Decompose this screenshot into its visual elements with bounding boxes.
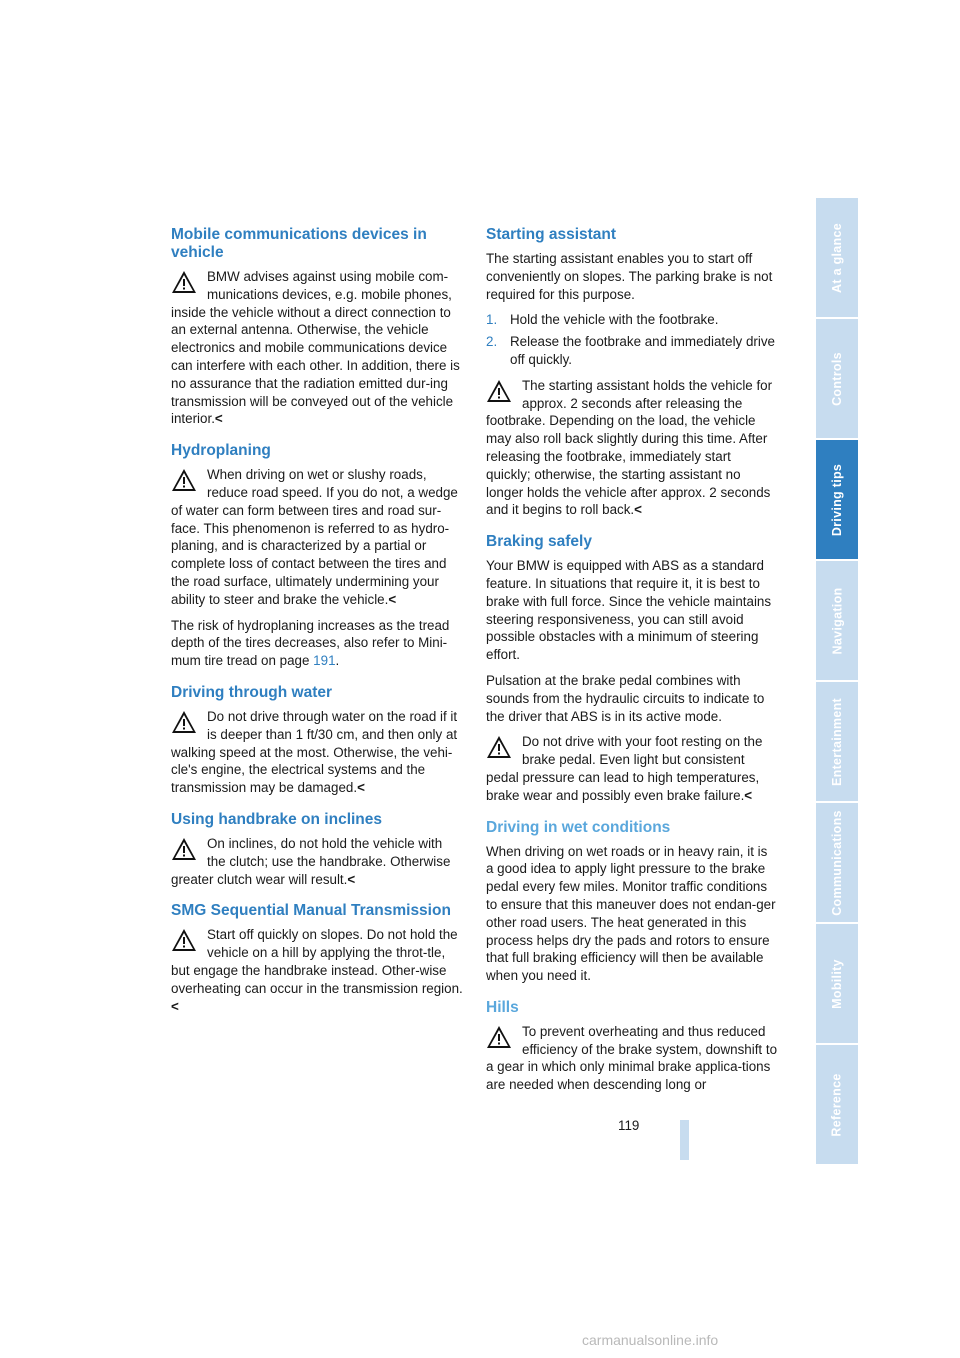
step-text: Release the footbrake and immediately drive off quickly. [510, 334, 775, 367]
warning-triangle-icon [486, 379, 512, 403]
section-braking-safely [486, 533, 778, 804]
section-smg [171, 902, 463, 1015]
warning-triangle-icon [486, 735, 512, 759]
section-mobile-devices [171, 226, 463, 428]
tab-label: Communications [830, 809, 845, 916]
tab-entertainment[interactable] [816, 682, 858, 801]
warning-starting-assistant [486, 377, 778, 519]
section-wet-conditions [486, 819, 778, 985]
tread-text: The risk of hydroplaning increases as the tread depth of the tires decreases, also refer to Mini-mum tire tread on page [171, 617, 450, 669]
right-column [486, 226, 778, 1108]
warning-mobile-devices [171, 268, 463, 428]
section-driving-through-water [171, 684, 463, 797]
end-mark: < [357, 780, 365, 796]
section-handbrake-inclines [171, 811, 463, 888]
tab-label: Mobility [830, 958, 844, 1009]
warning-driving-through-water [171, 708, 463, 797]
warning-braking [486, 733, 778, 804]
page-link-191[interactable]: 191 [313, 653, 336, 669]
warning-smg [171, 926, 463, 1015]
warning-triangle-icon [171, 837, 197, 861]
heading-wet-conditions: Driving in wet conditions [486, 818, 671, 836]
warning-text: Do not drive through water on the road if it is deeper than 1 ft/30 cm, and then only at walking speed at the most. Otherwise, the vehi-cle's engine, the electrical systems and the transmission may be damaged. [171, 708, 458, 796]
warning-text: Start off quickly on slopes. Do not hold the vehicle on a hill by applying the throt-tle, but engage the handbrake instead. Other-wise overheating can occur in the transmission region. [171, 927, 463, 996]
warning-hills [486, 1023, 778, 1094]
end-mark: < [744, 787, 753, 803]
step-number: 1. [486, 312, 498, 328]
page-number-bar [680, 1120, 689, 1160]
warning-text: The starting assistant holds the vehicle for approx. 2 seconds after releasing the footbrake. Depending on the load, the vehicle may also roll back slightly during this time. After releasing the footbrake, immediately start quickly; otherwise, the starting assistant no longer holds the vehicle after approx. 2 seconds and it begins to roll back. [486, 377, 773, 518]
tab-reference[interactable] [816, 1045, 858, 1164]
end-mark: < [171, 998, 179, 1014]
section-hydroplaning [171, 442, 463, 670]
warning-handbrake-inclines [171, 835, 463, 888]
end-mark: < [634, 502, 642, 518]
paragraph-tread-depth [171, 617, 463, 670]
tab-controls[interactable] [816, 319, 858, 438]
paragraph-pulsation: Pulsation at the brake pedal combines with sounds from the hydraulic circuits to indicate to the driver that ABS is in its active mode. [486, 672, 765, 724]
warning-triangle-icon [171, 928, 197, 952]
heading-starting-assistant: Starting assistant [486, 226, 617, 243]
heading-smg: SMG Sequential Manual Transmission [171, 902, 451, 920]
end-mark: < [347, 871, 356, 887]
paragraph-wet-conditions: When driving on wet roads or in heavy rain, it is a good idea to apply light pressure to the brake pedal every few miles. Monitor traffic conditions to ensure that this maneuver does not endan-ger other road users. The heat generated in this process helps dry the pads and rotors to ensure that full braking efficiency will then be available when you need it. [486, 843, 776, 984]
heading-handbrake-inclines: Using handbrake on inclines [171, 810, 383, 828]
tab-label: Entertainment [830, 697, 845, 786]
step-number: 2. [486, 334, 498, 350]
tab-at-a-glance[interactable] [816, 198, 858, 317]
paragraph-starting-intro: The starting assistant enables you to start off conveniently on slopes. The parking brake is not required for this purpose. [486, 251, 773, 302]
steps-list [486, 311, 778, 368]
warning-text: Do not drive with your foot resting on the brake pedal. Even light but consistent pedal pressure can lead to high temperatures, brake wear and possibly even brake failure. [486, 734, 763, 803]
tab-navigation[interactable] [816, 561, 858, 680]
tab-label: Reference [830, 1072, 844, 1137]
paragraph-abs: Your BMW is equipped with ABS as a standard feature. In situations that require it, it is best to brake with full force. Since the vehicle maintains steering responsiveness, you can still avoid possible obstacles with a minimum of steering effort. [486, 558, 772, 663]
tread-text-end: . [335, 653, 340, 669]
warning-triangle-icon [171, 468, 197, 492]
warning-text: BMW advises against using mobile com-munications devices, e.g. mobile phones, inside the vehicle without a direct connection to an external antenna. Otherwise, the vehicle electronics and mobile communications device can interfere with each other. In addition, there is no assurance that the radiation emitted dur-ing transmission will be conveyed out of the vehicle interior. [171, 269, 460, 427]
end-mark: < [388, 591, 397, 607]
tab-mobility[interactable] [816, 924, 858, 1043]
section-starting-assistant [486, 226, 778, 519]
tab-driving-tips[interactable] [816, 440, 858, 559]
warning-hydroplaning [171, 466, 463, 608]
heading-mobile-devices: Mobile communications devices in vehicle [171, 226, 427, 261]
tab-label: Driving tips [830, 463, 845, 536]
tab-communications[interactable] [816, 803, 858, 922]
tab-label: Navigation [830, 587, 844, 654]
warning-triangle-icon [486, 1025, 512, 1049]
page-number: 119 [618, 1118, 640, 1133]
warning-text: On inclines, do not hold the vehicle with the clutch; use the handbrake. Otherwise greater clutch wear will result. [171, 835, 451, 887]
warning-text: To prevent overheating and thus reduced efficiency of the brake system, downshift to a gear in which only minimal brake applica-tions are needed when descending long or [486, 1023, 778, 1093]
heading-hydroplaning: Hydroplaning [171, 442, 271, 460]
section-hills [486, 999, 778, 1094]
watermark: carmanualsonline.info [582, 1332, 719, 1348]
tab-label: Controls [830, 351, 845, 406]
end-mark: < [214, 411, 223, 427]
step-text: Hold the vehicle with the footbrake. [510, 312, 719, 328]
left-column [171, 226, 463, 1029]
heading-driving-through-water: Driving through water [171, 683, 333, 701]
warning-triangle-icon [171, 710, 197, 734]
list-item [486, 311, 778, 329]
heading-hills: Hills [486, 998, 519, 1016]
warning-text: When driving on wet or slushy roads, reduce road speed. If you do not, a wedge of water can form between tires and road sur-face. This phenomenon is referred to as hydro-planing, and is characterized by a partial or complete loss of contact between the tires and the road surface, ultimately undermining your ability to steer and brake the vehicle. [171, 467, 458, 607]
list-item [486, 333, 778, 369]
tab-label: At a glance [830, 222, 844, 293]
chapter-sidebar [816, 198, 858, 1166]
warning-triangle-icon [171, 270, 197, 294]
heading-braking-safely: Braking safely [486, 533, 592, 551]
